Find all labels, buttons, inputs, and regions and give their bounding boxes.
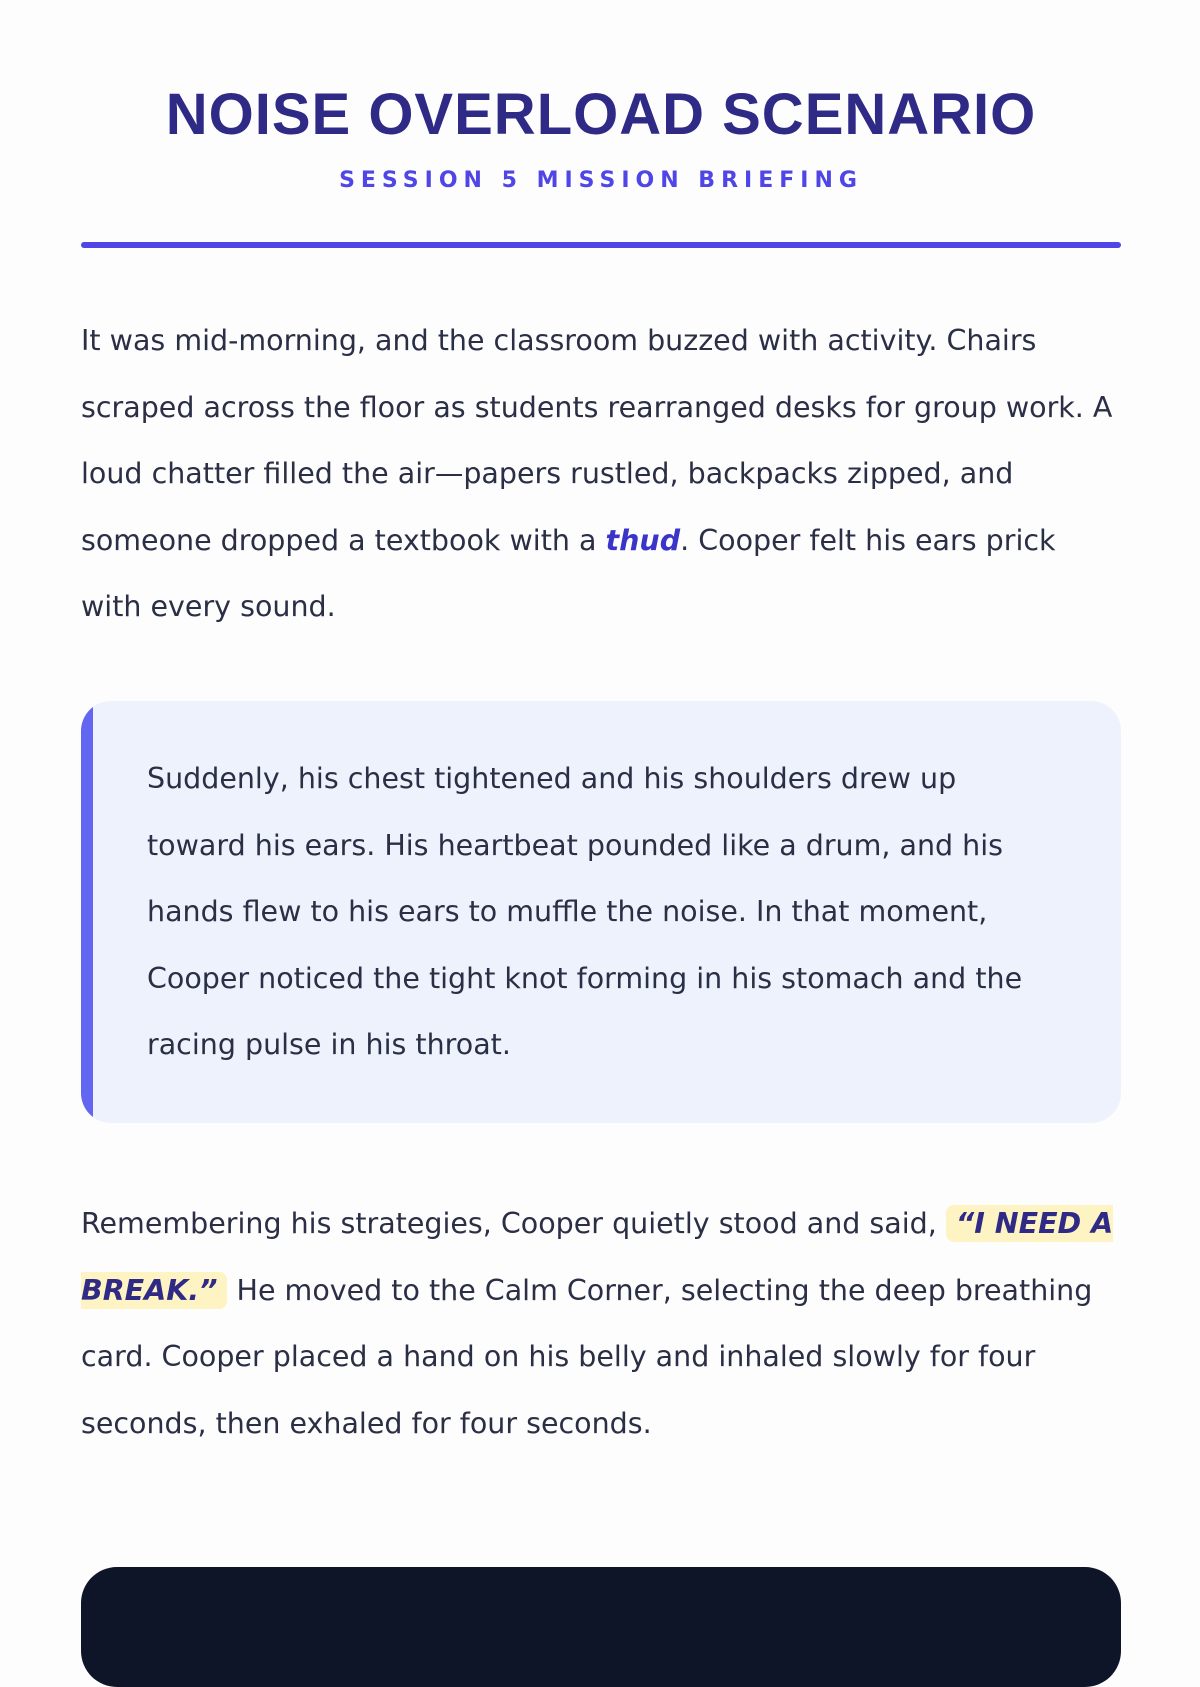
story-paragraph-strategy bbox=[81, 1191, 1121, 1457]
page-subtitle: SESSION 5 MISSION BRIEFING bbox=[339, 168, 863, 193]
story-paragraph-intro bbox=[81, 308, 1121, 641]
header-divider bbox=[81, 242, 1121, 248]
callout-accent-bar bbox=[81, 701, 93, 1123]
intro-text-end: . Cooper felt his ears prick with every sound. bbox=[81, 523, 1056, 624]
callout-text: Suddenly, his chest tightened and his shoulders drew up toward his ears. His heartbeat pounded like a drum, and his hands flew to his ears to muffle the noise. In that moment, Cooper noticed the tight knot forming in his stomach and the racing pulse in his throat. bbox=[147, 761, 1023, 1062]
highlighted-quote: “I NEED A BREAK.” bbox=[81, 1206, 1114, 1307]
strategy-text-end: He moved to the Calm Corner, selecting the deep breathing card. Cooper placed a hand on his belly and inhaled slowly for four seconds, then exhaled for four seconds. bbox=[81, 1273, 1093, 1440]
intro-text-start: It was mid-morning, and the classroom buzzed with activity. Chairs scraped across the floor as students rearranged desks for group work. A loud chatter filled the air—papers rustled, backpacks zipped, and someone dropped a textbook with a bbox=[81, 324, 1113, 557]
body-reaction-callout bbox=[81, 701, 1121, 1123]
header bbox=[81, 0, 1121, 194]
next-section-panel bbox=[81, 1567, 1121, 1687]
emphasized-word: thud bbox=[605, 523, 681, 557]
strategy-text-start: Remembering his strategies, Cooper quietly stood and said, bbox=[81, 1206, 946, 1240]
briefing-page bbox=[81, 0, 1121, 1457]
page-title: NOISE OVERLOAD SCENARIO bbox=[165, 82, 1037, 147]
